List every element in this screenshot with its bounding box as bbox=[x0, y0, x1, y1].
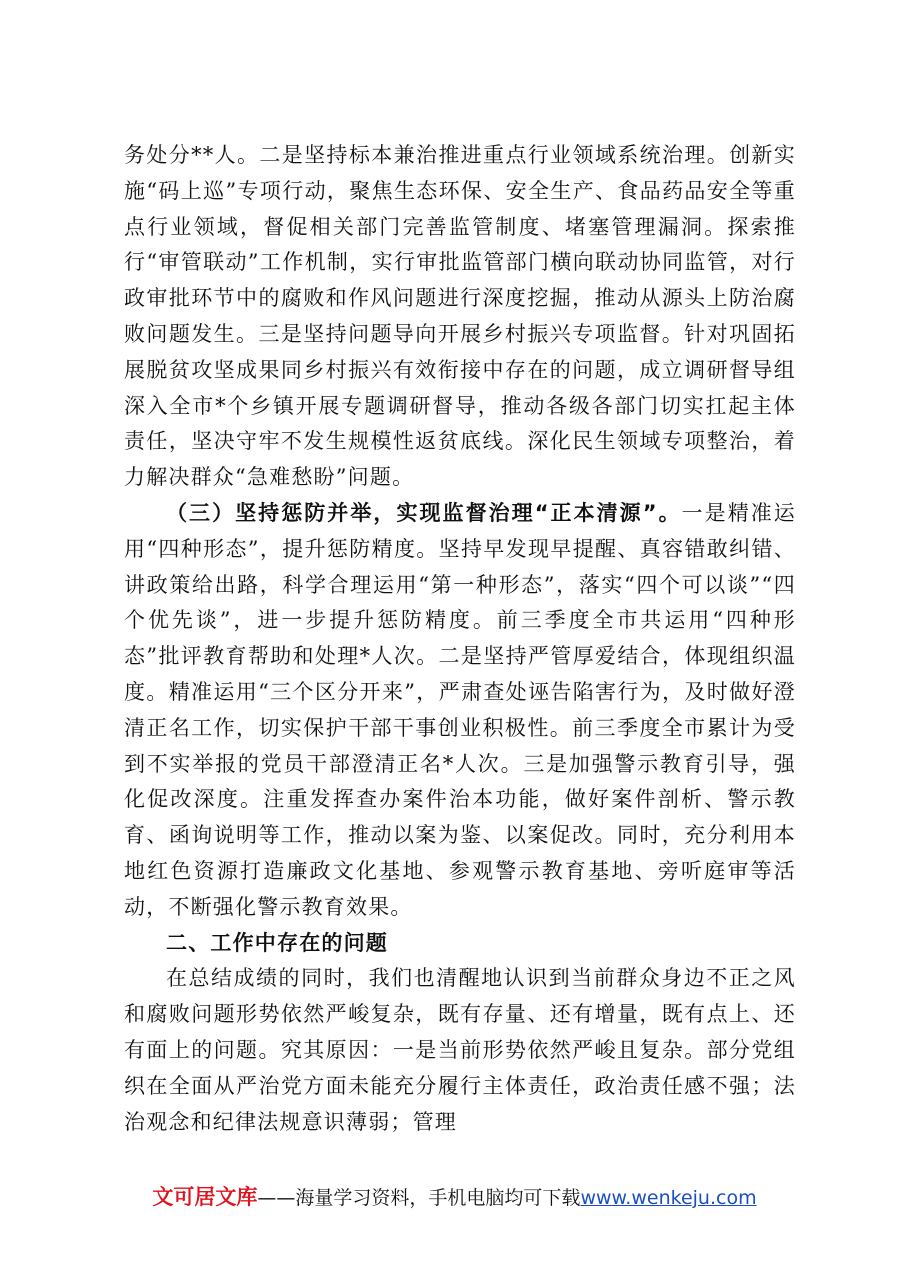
footer-url-link[interactable]: www.wenkeju.com bbox=[580, 1187, 757, 1209]
paragraph-continuation: 务处分**人。二是坚持标本兼治推进重点行业领域系统治理。创新实施“码上巡”专项行动，聚焦生态环保、安全生产、食品药品安全等重点行业领域，督促相关部门完善监管制度、堵塞管理漏洞。探索推行“审管联动”工作机制，实行审批监管部门横向联动协同监管，对行政审批环节中的腐败和作风问题进行深度挖掘，推动从源头上防治腐败问题发生。三是坚持问题导向开展乡村振兴专项监督。针对巩固拓展脱贫攻坚成果同乡村振兴有效衔接中存在的问题，成立调研督导组深入全市*个乡镇开展专题调研督导，推动各级各部门切实扛起主体责任，坚决守牢不发生规模性返贫底线。深化民生领域专项整治，着力解决群众“急难愁盼”问题。 bbox=[124, 143, 796, 490]
subsection-heading: （三）坚持惩防并举，实现监督治理“正本清源”。 bbox=[166, 500, 682, 525]
footer-watermark bbox=[0, 1184, 909, 1211]
subsection-body: 一是精准运用“四种形态”，提升惩防精度。坚持早发现早提醒、真容错敢纠错、讲政策给出路，科学合理运用“第一种形态”，落实“四个可以谈”“四个优先谈”，进一步提升惩防精度。前三季度全市共运用“四种形态”批评教育帮助和处理*人次。二是坚持严管厚爱结合，体现组织温度。精准运用“三个区分开来”，严肃查处诬告陷害行为，及时做好澄清正名工作，切实保护干部干事创业积极性。前三季度全市累计为受到不实举报的党员干部澄清正名*人次。三是加强警示教育引导，强化促改深度。注重发挥查办案件治本功能，做好案件剖析、警示教育、函询说明等工作，推动以案为鉴、以案促改。同时，充分利用本地红色资源打造廉政文化基地、参观警示教育基地、旁听庭审等活动，不断强化警示教育效果。 bbox=[124, 500, 797, 919]
footer-slogan: ——海量学习资料，手机电脑均可下载 bbox=[257, 1187, 581, 1209]
paragraph-problems: 在总结成绩的同时，我们也清醒地认识到当前群众身边不正之风和腐败问题形势依然严峻复杂，既有存量、还有增量，既有点上、还有面上的问题。究其原因：一是当前形势依然严峻且复杂。部分党组织在全面从严治党方面未能充分履行主体责任，政治责任感不强；法治观念和纪律法规意识薄弱；管理 bbox=[124, 966, 796, 1134]
section-heading: 二、工作中存在的问题 bbox=[166, 930, 388, 955]
paragraph-section-three bbox=[124, 496, 796, 926]
document-body bbox=[124, 138, 796, 1140]
footer-brand: 文可居文库 bbox=[152, 1185, 258, 1209]
